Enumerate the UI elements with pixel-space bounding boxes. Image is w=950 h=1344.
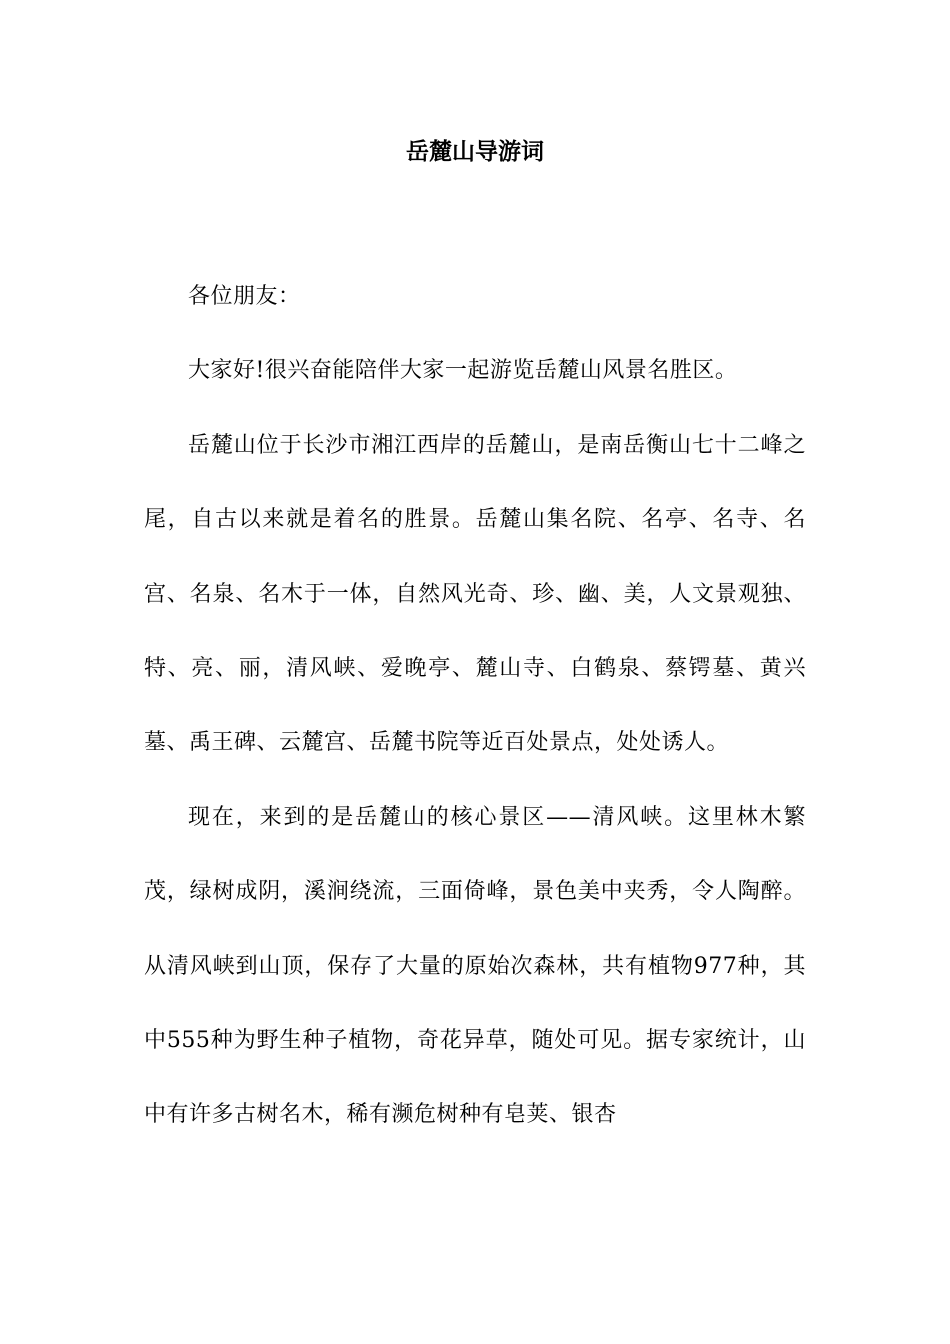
paragraph-greeting: 各位朋友： — [188, 284, 301, 309]
document-title: 岳麓山导游词 — [406, 138, 544, 165]
paragraph-qingfeng-gorge: 现在，来到的是岳麓山的核心景区——清风峡。这里林木繁茂，绿树成阴，溪涧绕流，三面倚峰，景色美中夹秀，令人陶醉。从清风峡到山顶，保存了大量的原始次森林，共有植物977种，其中555种为野生种子植物，奇花异草，随处可见。据专家统计，山中有许多古树名木，稀有濒危树种有皂荚、银杏 — [144, 804, 806, 1128]
document-body — [144, 260, 806, 1153]
paragraph-welcome: 大家好!很兴奋能陪伴大家一起游览岳麓山风景名胜区。 — [188, 358, 738, 384]
paragraph-overview: 岳麓山位于长沙市湘江西岸的岳麓山，是南岳衡山七十二峰之尾，自古以来就是着名的胜景。岳麓山集名院、名亭、名寺、名宫、名泉、名木于一体，自然风光奇、珍、幽、美，人文景观独、特、亮、丽，清风峡、爱晚亭、麓山寺、白鹤泉、蔡锷墓、黄兴墓、禹王碑、云麓宫、岳麓书院等近百处景点，处处诱人。 — [144, 432, 806, 756]
